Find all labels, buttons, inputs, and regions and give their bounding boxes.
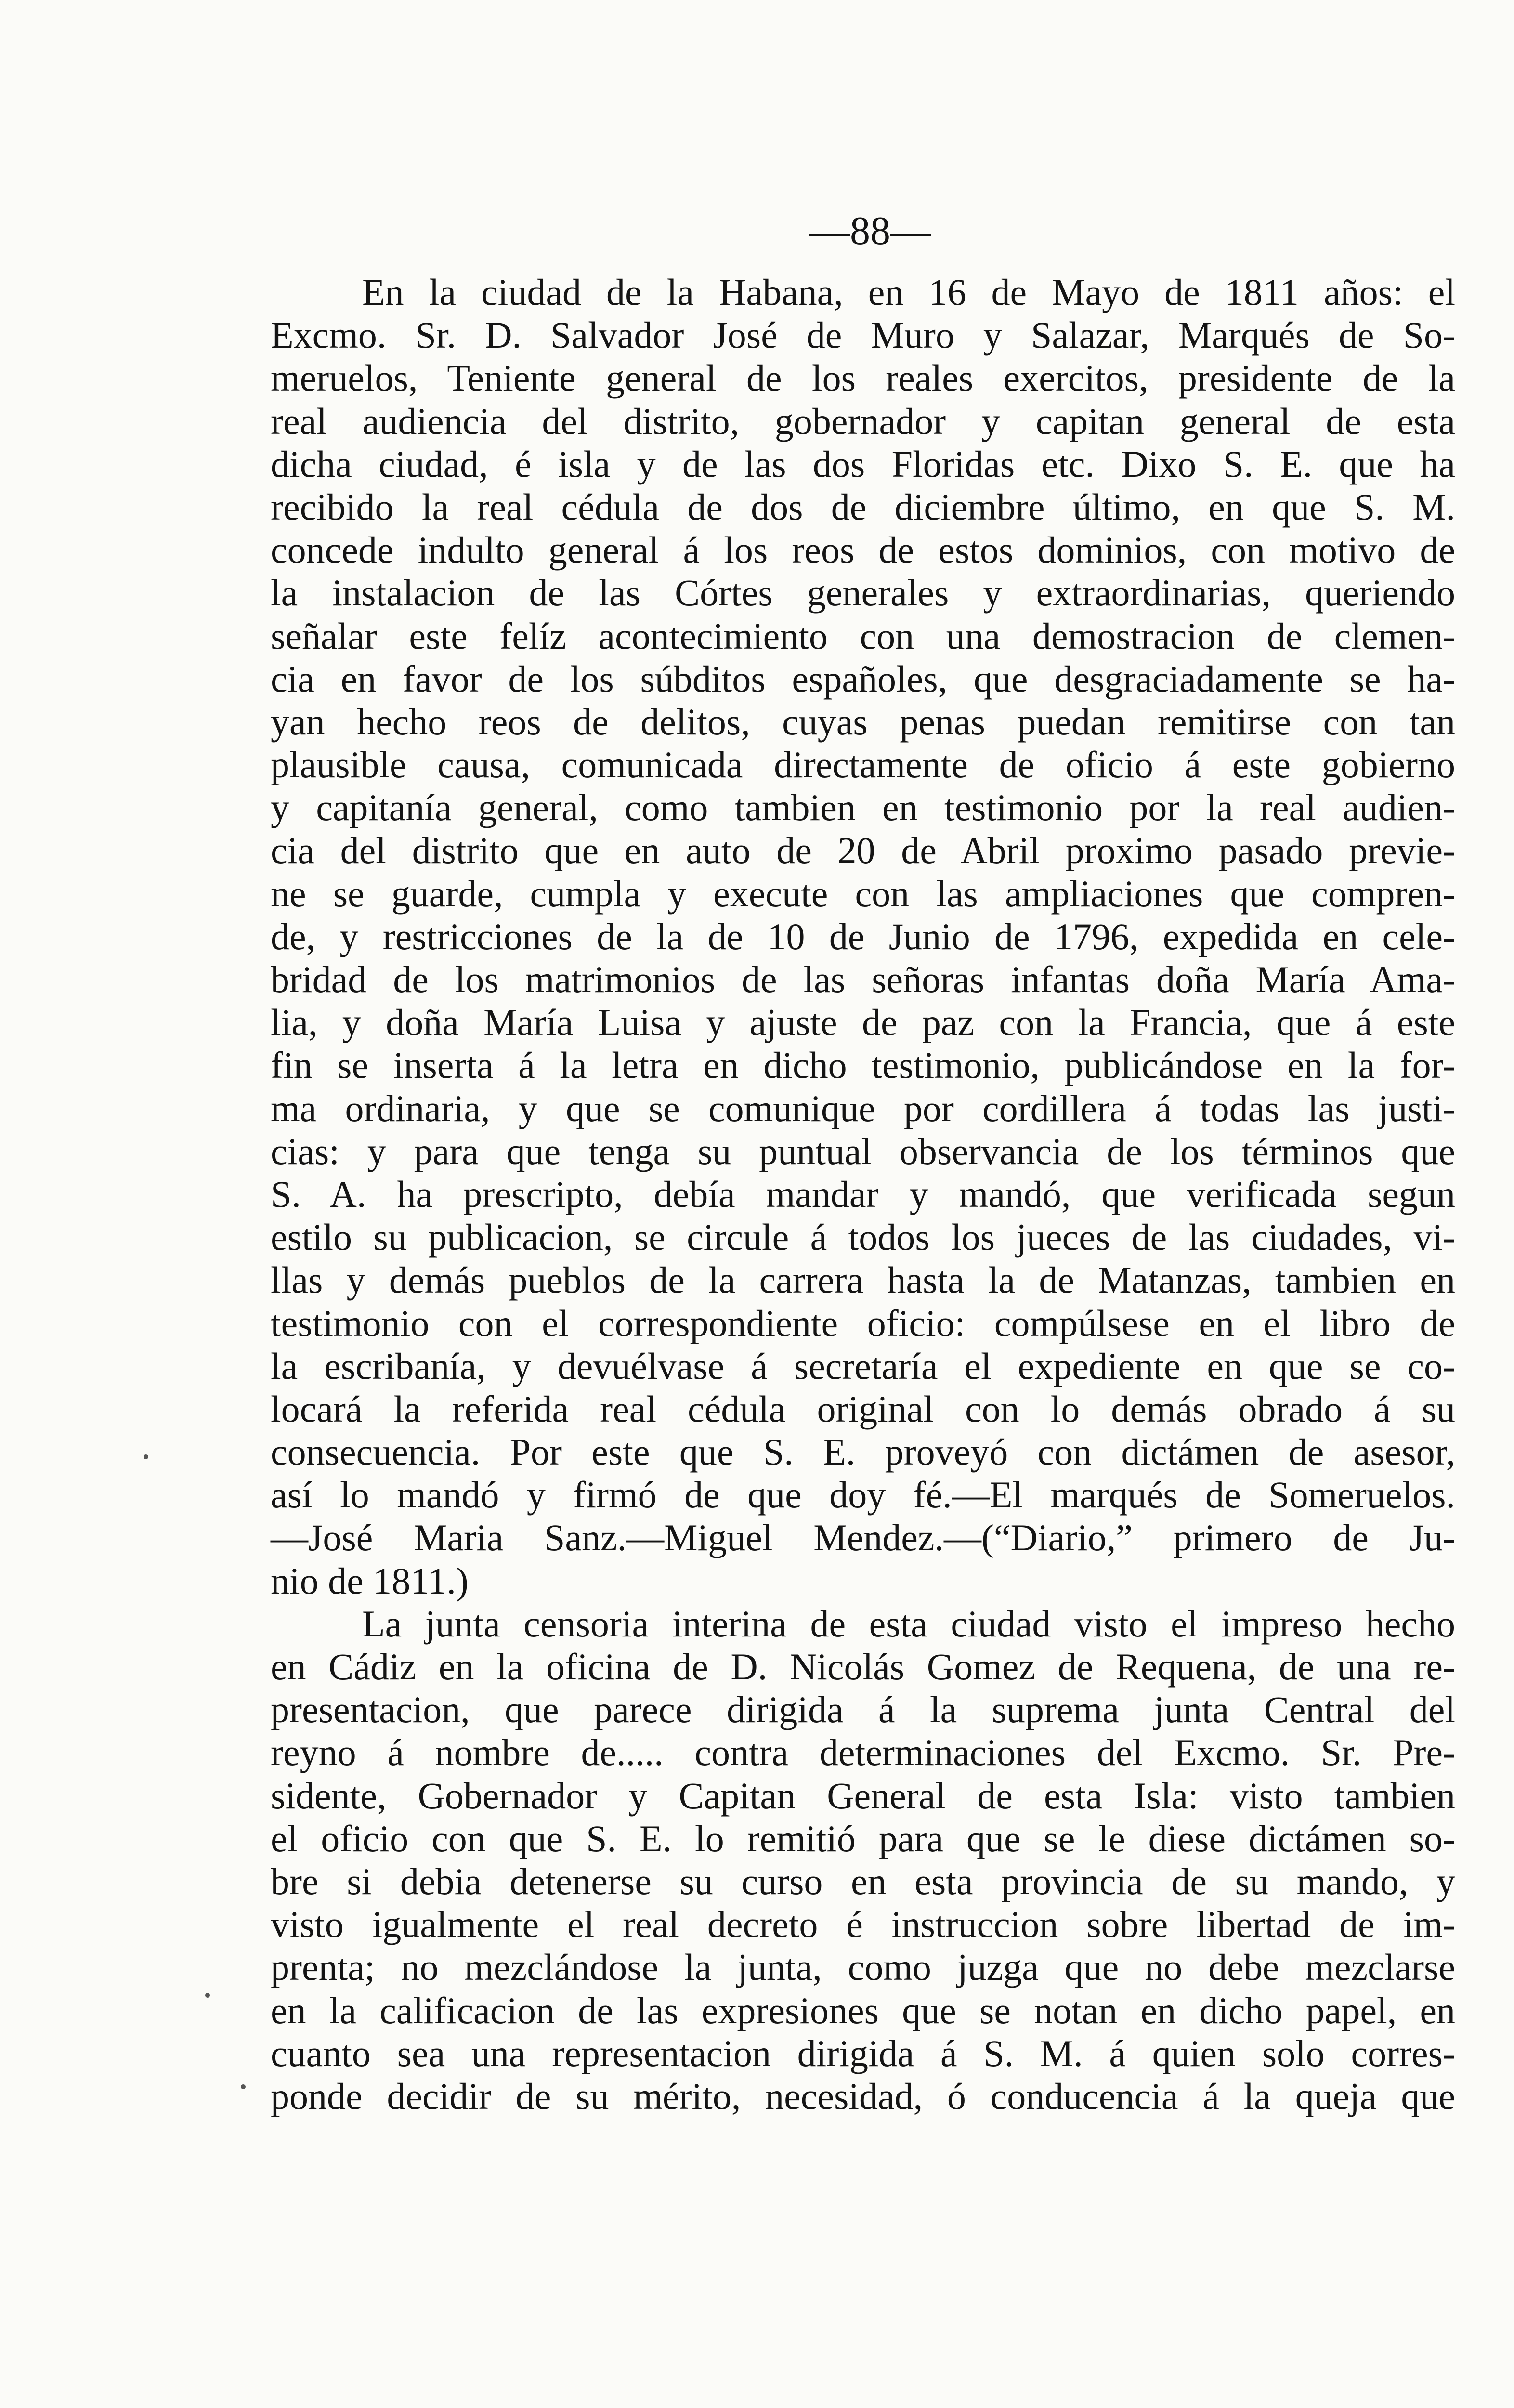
text-line: en Cádiz en la oficina de D. Nicolás Gomez de Requena, de una re- xyxy=(271,1646,1455,1688)
text-line: señalar este felíz acontecimiento con una demostracion de clemen- xyxy=(271,615,1455,657)
text-line: ponde decidir de su mérito, necesidad, ó conducencia á la queja que xyxy=(271,2075,1455,2117)
text-line: ne se guarde, cumpla y execute con las ampliaciones que compren- xyxy=(271,872,1455,915)
text-line: la escribanía, y devuélvase á secretaría el expediente en que se co- xyxy=(271,1345,1455,1387)
text-line: testimonio con el correspondiente oficio: compúlsese en el libro de xyxy=(271,1302,1455,1344)
text-line: ma ordinaria, y que se comunique por cordillera á todas las justi- xyxy=(271,1087,1455,1129)
text-line: el oficio con que S. E. lo remitió para que se le diese dictámen so- xyxy=(271,1817,1455,1859)
text-line: consecuencia. Por este que S. E. proveyó con dictámen de asesor, xyxy=(271,1431,1455,1473)
text-line: S. A. ha prescripto, debía mandar y mandó, que verificada segun xyxy=(271,1173,1455,1215)
text-line: Excmo. Sr. D. Salvador José de Muro y Salazar, Marqués de So- xyxy=(271,314,1455,356)
text-line: de, y restricciones de la de 10 de Junio de 1796, expedida en cele- xyxy=(271,915,1455,957)
text-line: nio de 1811.) xyxy=(271,1559,469,1602)
text-line: La junta censoria interina de esta ciudad visto el impreso hecho xyxy=(362,1602,1455,1645)
text-line: sidente, Gobernador y Capitan General de esta Isla: visto tambien xyxy=(271,1774,1455,1817)
text-line: la instalacion de las Córtes generales y extraordinarias, queriendo xyxy=(271,572,1455,614)
body-text xyxy=(271,271,1455,2118)
text-line: y capitanía general, como tambien en testimonio por la real audien- xyxy=(271,786,1455,829)
text-line: cia del distrito que en auto de 20 de Abril proximo pasado previe- xyxy=(271,829,1455,872)
text-line: lia, y doña María Luisa y ajuste de paz con la Francia, que á este xyxy=(271,1001,1455,1044)
margin-speck xyxy=(241,2084,246,2089)
margin-speck xyxy=(205,1993,210,1998)
text-line: llas y demás pueblos de la carrera hasta la de Matanzas, tambien en xyxy=(271,1259,1455,1301)
text-line: plausible causa, comunicada directamente de oficio á este gobierno xyxy=(271,744,1455,786)
text-line: en la calificacion de las expresiones que se notan en dicho papel, en xyxy=(271,1989,1455,2031)
text-line: dicha ciudad, é isla y de las dos Floridas etc. Dixo S. E. que ha xyxy=(271,443,1455,485)
text-line: locará la referida real cédula original con lo demás obrado á su xyxy=(271,1387,1455,1430)
text-line: real audiencia del distrito, gobernador y capitan general de esta xyxy=(271,400,1455,442)
text-line: presentacion, que parece dirigida á la suprema junta Central del xyxy=(271,1688,1455,1731)
text-line: así lo mandó y firmó de que doy fé.—El marqués de Someruelos. xyxy=(271,1474,1455,1516)
text-line: reyno á nombre de..... contra determinaciones del Excmo. Sr. Pre- xyxy=(271,1731,1455,1774)
text-line: meruelos, Teniente general de los reales exercitos, presidente de la xyxy=(271,357,1455,399)
text-line: concede indulto general á los reos de estos dominios, con motivo de xyxy=(271,529,1455,571)
margin-speck xyxy=(144,1454,148,1459)
page-number: —88— xyxy=(809,209,931,253)
text-line: cias: y para que tenga su puntual observancia de los términos que xyxy=(271,1130,1455,1172)
text-line: recibido la real cédula de dos de diciembre último, en que S. M. xyxy=(271,485,1455,528)
text-line: —José Maria Sanz.—Miguel Mendez.—(“Diario,” primero de Ju- xyxy=(271,1517,1455,1559)
text-line: cia en favor de los súbditos españoles, que desgraciadamente se ha- xyxy=(271,657,1455,700)
text-line: cuanto sea una representacion dirigida á S. M. á quien solo corres- xyxy=(271,2032,1455,2074)
text-line: fin se inserta á la letra en dicho testimonio, publicándose en la for- xyxy=(271,1044,1455,1086)
text-line: bre si debia detenerse su curso en esta provincia de su mando, y xyxy=(271,1860,1455,1902)
text-line: visto igualmente el real decreto é instruccion sobre libertad de im- xyxy=(271,1903,1455,1946)
text-line: bridad de los matrimonios de las señoras infantas doña María Ama- xyxy=(271,958,1455,1000)
text-line: En la ciudad de la Habana, en 16 de Mayo de 1811 años: el xyxy=(362,271,1455,313)
text-line: yan hecho reos de delitos, cuyas penas puedan remitirse con tan xyxy=(271,700,1455,743)
text-line: estilo su publicacion, se circule á todos los jueces de las ciudades, vi- xyxy=(271,1216,1455,1258)
text-line: prenta; no mezclándose la junta, como juzga que no debe mezclarse xyxy=(271,1946,1455,1989)
